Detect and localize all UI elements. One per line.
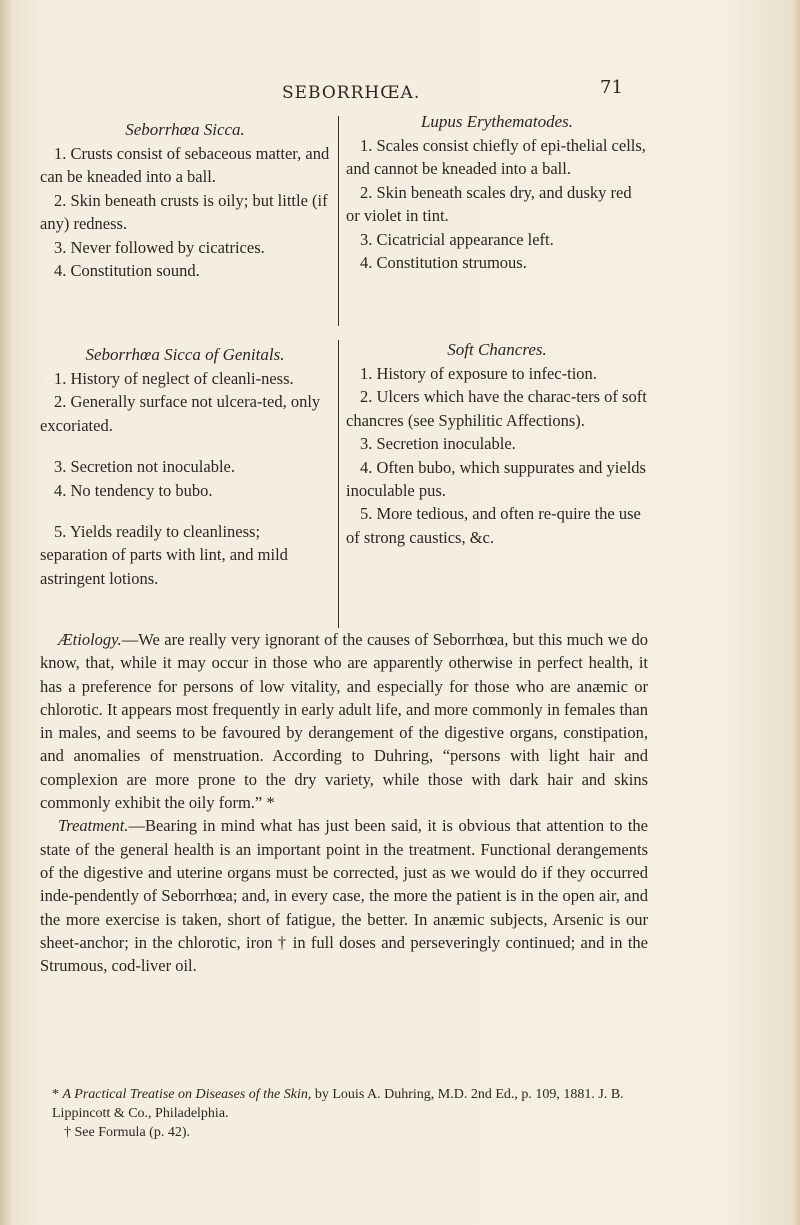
running-head xyxy=(0,77,800,107)
footnote-duhring xyxy=(52,1085,652,1123)
aetiology-heading: Ætiology. xyxy=(58,630,122,649)
aetiology-text: —We are really very ignorant of the causes of Seborrhœa, but this much we do know, that, while it may occur in those who are apparently otherwise in perfect health, it has a preference for persons of low vitality, and especially for those who are anæmic or chlorotic. It appears most frequently in early adult life, and more commonly in females than in males, and seems to be favoured by derangement of the digestive organs, constipation, and anomalies of menstruation. According to Duhring, “persons with light hair and complexion are more prone to the dry variety, while those with dark hair and skins commonly exhibit the oily form.” * xyxy=(40,630,648,813)
footnote-formula: † See Formula (p. 42). xyxy=(64,1125,190,1140)
list-item: 2. Ulcers which have the charac-ters of soft chancres (see Syphilitic Affections). xyxy=(346,387,647,430)
seborrhoea-genitals-column xyxy=(40,343,330,590)
page-edge xyxy=(790,0,800,1225)
list-item: 3. Cicatricial appearance left. xyxy=(360,229,554,249)
seborrhoea-sicca-column xyxy=(40,118,330,282)
page-number: 71 xyxy=(600,77,623,98)
treatment-text: —Bearing in mind what has just been said, it is obvious that attention to the state of the general health is an important point in the treatment. Functional derangements of the digestive and uterine organs must be corrected, just as we would do if they occurred inde-pendently of Seborrhœa; and, in every case, the more the patient is in the open air, and the more exercise is taken, short of fatigue, the better. In anæmic subjects, Arsenic is our sheet-anchor; in the chlorotic, iron † in full doses and perseveringly continued; and in the Strumous, cod-liver oil. xyxy=(40,816,648,976)
list-item: 1. History of neglect of cleanli-ness. xyxy=(54,369,294,388)
running-title: SEBORRHŒA. xyxy=(282,83,421,103)
column-heading: Lupus Erythematodes. xyxy=(420,112,574,131)
footnote-book-title: A Practical Treatise on Diseases of the Skin, xyxy=(62,1087,312,1102)
list-item: 3. Secretion inoculable. xyxy=(360,434,516,454)
list-item: 4. Constitution strumous. xyxy=(360,253,527,273)
footnote-mark: * xyxy=(52,1087,63,1102)
list-item: 3. Secretion not inoculable. xyxy=(54,457,235,477)
footnotes xyxy=(52,1085,652,1142)
list-item: 5. More tedious, and often re-quire the use of strong caustics, &c. xyxy=(346,504,641,547)
list-item: 5. Yields readily to cleanliness; separation of parts with lint, and mild astringent lotions. xyxy=(40,522,288,588)
list-item: 2. Generally surface not ulcera-ted, only excoriated. xyxy=(40,392,321,435)
soft-chancres-column xyxy=(346,338,648,549)
list-item: 2. Skin beneath crusts is oily; but little (if any) redness. xyxy=(40,190,328,234)
list-item: 1. Scales consist chiefly of epi-thelial cells, and cannot be kneaded into a ball. xyxy=(346,136,646,179)
list-item: 4. Constitution sound. xyxy=(54,261,200,281)
list-item: 3. Never followed by cicatrices. xyxy=(54,237,265,257)
list-item: 4. No tendency to bubo. xyxy=(54,480,213,500)
list-item: 4. Often bubo, which suppurates and yields inoculable pus. xyxy=(346,457,646,501)
footnote-citation: by Louis A. Duhring, M.D. 2nd Ed., p. 109, 1881. J. B. Lippincott & Co., Philadelphia. xyxy=(52,1087,624,1121)
column-heading: Soft Chancres. xyxy=(447,340,547,359)
body-text xyxy=(40,628,648,977)
list-item: 1. Crusts consist of sebaceous matter, and can be kneaded into a ball. xyxy=(40,144,330,187)
lupus-erythematodes-column xyxy=(346,110,648,274)
column-divider xyxy=(338,340,339,628)
treatment-heading: Treatment. xyxy=(58,816,129,836)
treatment-paragraph xyxy=(40,814,648,977)
page-gutter xyxy=(0,0,14,1225)
column-heading: Seborrhœa Sicca of Genitals. xyxy=(85,345,285,364)
aetiology-paragraph xyxy=(40,628,648,814)
column-heading: Seborrhœa Sicca. xyxy=(125,120,245,139)
list-item: 2. Skin beneath scales dry, and dusky red or violet in tint. xyxy=(346,182,632,226)
column-divider xyxy=(338,116,339,326)
list-item: 1. History of exposure to infec-tion. xyxy=(360,364,597,383)
